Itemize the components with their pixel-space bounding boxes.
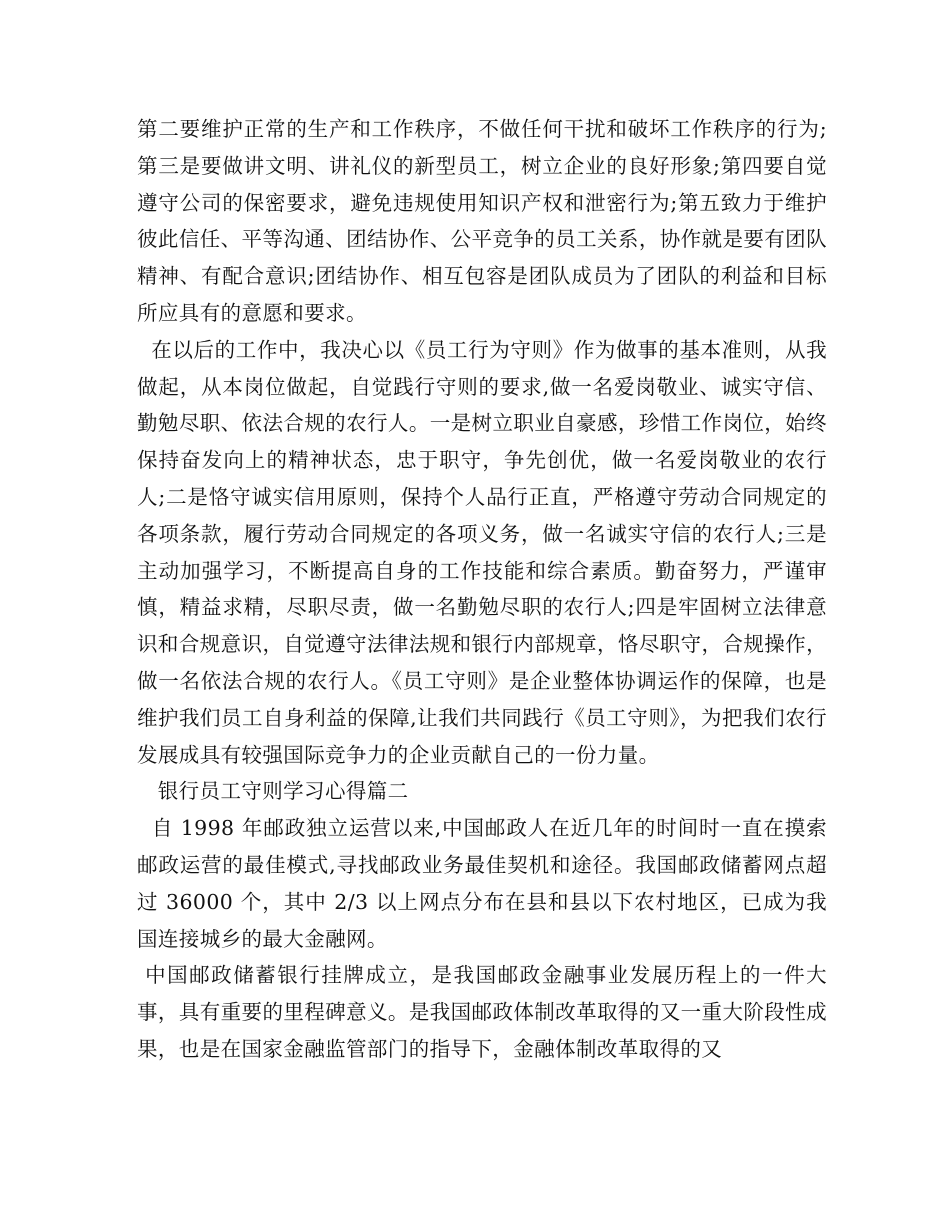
paragraph-text: 自 1998 年邮政独立运营以来,中国邮政人在近几年的时间时一直在摸索邮政运营的最佳模式,寻找邮政业务最佳契机和途径。我国邮政储蓄网点超过 36000 个，其中 2/3 以上网点分布在县和县以下农村地区，已成为我国连接城乡的最大金融网。 [137,816,828,951]
section-heading [137,773,827,810]
paragraph-text: 中国邮政储蓄银行挂牌成立，是我国邮政金融事业发展历程上的一件大事，具有重要的里程碑意义。是我国邮政体制改革取得的又一重大阶段性成果，也是在国家金融监管部门的指导下，金融体制改革取得的又 [137,963,827,1061]
paragraph-indent [137,338,151,362]
paragraph-postal-bank-founding [137,957,827,1067]
paragraph-personal-commitment [137,332,827,774]
heading-indent [137,779,158,803]
paragraph-text: 在以后的工作中，我决心以《员工行为守则》作为做事的基本准则，从我做起，从本岗位做起，自觉践行守则的要求,做一名爱岗敬业、诚实守信、勤勉尽职、依法合规的农行人。一是树立职业自豪感，珍惜工作岗位，始终保持奋发向上的精神状态，忠于职守，争先创优，做一名爱岗敬业的农行人;二是恪守诚实信用原则，保持个人品行正直，严格遵守劳动合同规定的各项条款，履行劳动合同规定的各项义务，做一名诚实守信的农行人;三是主动加强学习，不断提高自身的工作技能和综合素质。勤奋努力，严谨审慎，精益求精，尽职尽责，做一名勤勉尽职的农行人;四是牢固树立法律意识和合规意识，自觉遵守法律法规和银行内部规章，恪尽职守，合规操作，做一名依法合规的农行人。《员工守则》是企业整体协调运作的保障，也是维护我们员工自身利益的保障,让我们共同践行《员工守则》，为把我们农行发展成具有较强国际竞争力的企业贡献自己的一份力量。 [137,337,827,767]
paragraph-indent [137,963,145,987]
heading-text: 银行员工守则学习心得篇二 [157,779,409,804]
paragraph-postal-history [137,810,827,957]
document-page [137,111,827,1068]
paragraph-text: 第二要维护正常的生产和工作秩序，不做任何干扰和破坏工作秩序的行为;第三是要做讲文明、讲礼仪的新型员工，树立企业的良好形象;第四要自觉遵守公司的保密要求，避免违规使用知识产权和泄密行为;第五致力于维护彼此信任、平等沟通、团结协作、公平竞争的员工关系，协作就是要有团队精神、有配合意识;团结协作、相互包容是团队成员为了团队的利益和目标所应具有的意愿和要求。 [137,117,827,325]
paragraph-indent [137,816,152,840]
paragraph-code-of-conduct-duties [137,111,827,332]
